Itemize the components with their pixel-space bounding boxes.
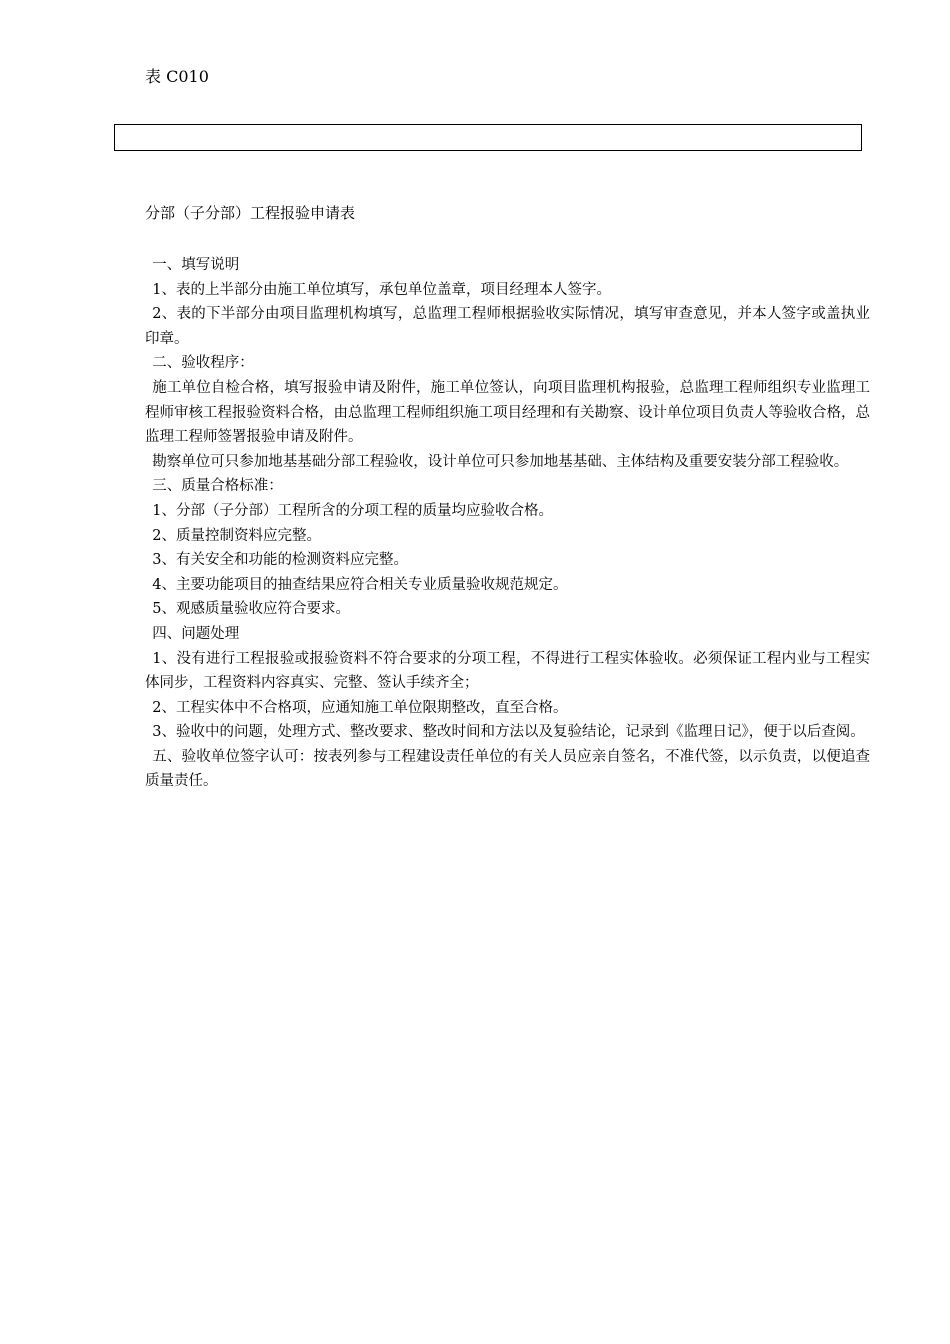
paragraph: 勘察单位可只参加地基基础分部工程验收，设计单位可只参加地基基础、主体结构及重要安装分部工程验收。: [152, 453, 849, 470]
paragraph: 3、有关安全和功能的检测资料应完整。: [152, 552, 408, 569]
form-code: 表 C010: [145, 67, 209, 86]
paragraph: 2、质量控制资料应完整。: [152, 527, 321, 544]
paragraph: 4、主要功能项目的抽查结果应符合相关专业质量验收规范规定。: [152, 576, 568, 593]
paragraph: 2、表的下半部分由项目监理机构填写，总监理工程师根据验收实际情况，填写审查意见，并本人签字或盖执业印章。: [145, 306, 870, 347]
document-title: 分部（子分部）工程报验申请表: [145, 204, 356, 222]
blank-table-box: [114, 124, 862, 151]
paragraph: 2、工程实体中不合格项，应通知施工单位限期整改，直至合格。: [152, 699, 568, 716]
section-heading-acceptance-procedure: 二、验收程序：: [152, 355, 254, 372]
paragraph: 五、验收单位签字认可：按表列参与工程建设责任单位的有关人员应亲自签名，不准代签，以示负责，以便追查质量责任。: [145, 748, 870, 790]
paragraph: 1、没有进行工程报验或报验资料不符合要求的分项工程，不得进行工程实体验收。必须保证工程内业与工程实体同步，工程资料内容真实、完整、签认手续齐全；: [145, 650, 870, 692]
instructions-body: [145, 253, 870, 794]
paragraph: 1、表的上半部分由施工单位填写，承包单位盖章，项目经理本人签字。: [152, 281, 611, 298]
section-heading-problem-handling: 四、问题处理: [152, 625, 240, 642]
paragraph: 5、观感质量验收应符合要求。: [152, 601, 350, 618]
paragraph: 3、验收中的问题，处理方式、整改要求、整改时间和方法以及复验结论，记录到《监理日记》，便于以后查阅。: [152, 724, 865, 741]
paragraph: 1、分部（子分部）工程所含的分项工程的质量均应验收合格。: [152, 502, 553, 519]
paragraph: 施工单位自检合格，填写报验申请及附件，施工单位签认，向项目监理机构报验，总监理工程师组织专业监理工程师审核工程报验资料合格，由总监理工程师组织施工项目经理和有关勘察、设计单位项目负责人等验收合格，总监理工程师签署报验申请及附件。: [145, 379, 870, 446]
section-heading-quality-standards: 三、质量合格标准：: [152, 478, 283, 495]
section-heading-fill-instructions: 一、填写说明: [152, 257, 240, 273]
